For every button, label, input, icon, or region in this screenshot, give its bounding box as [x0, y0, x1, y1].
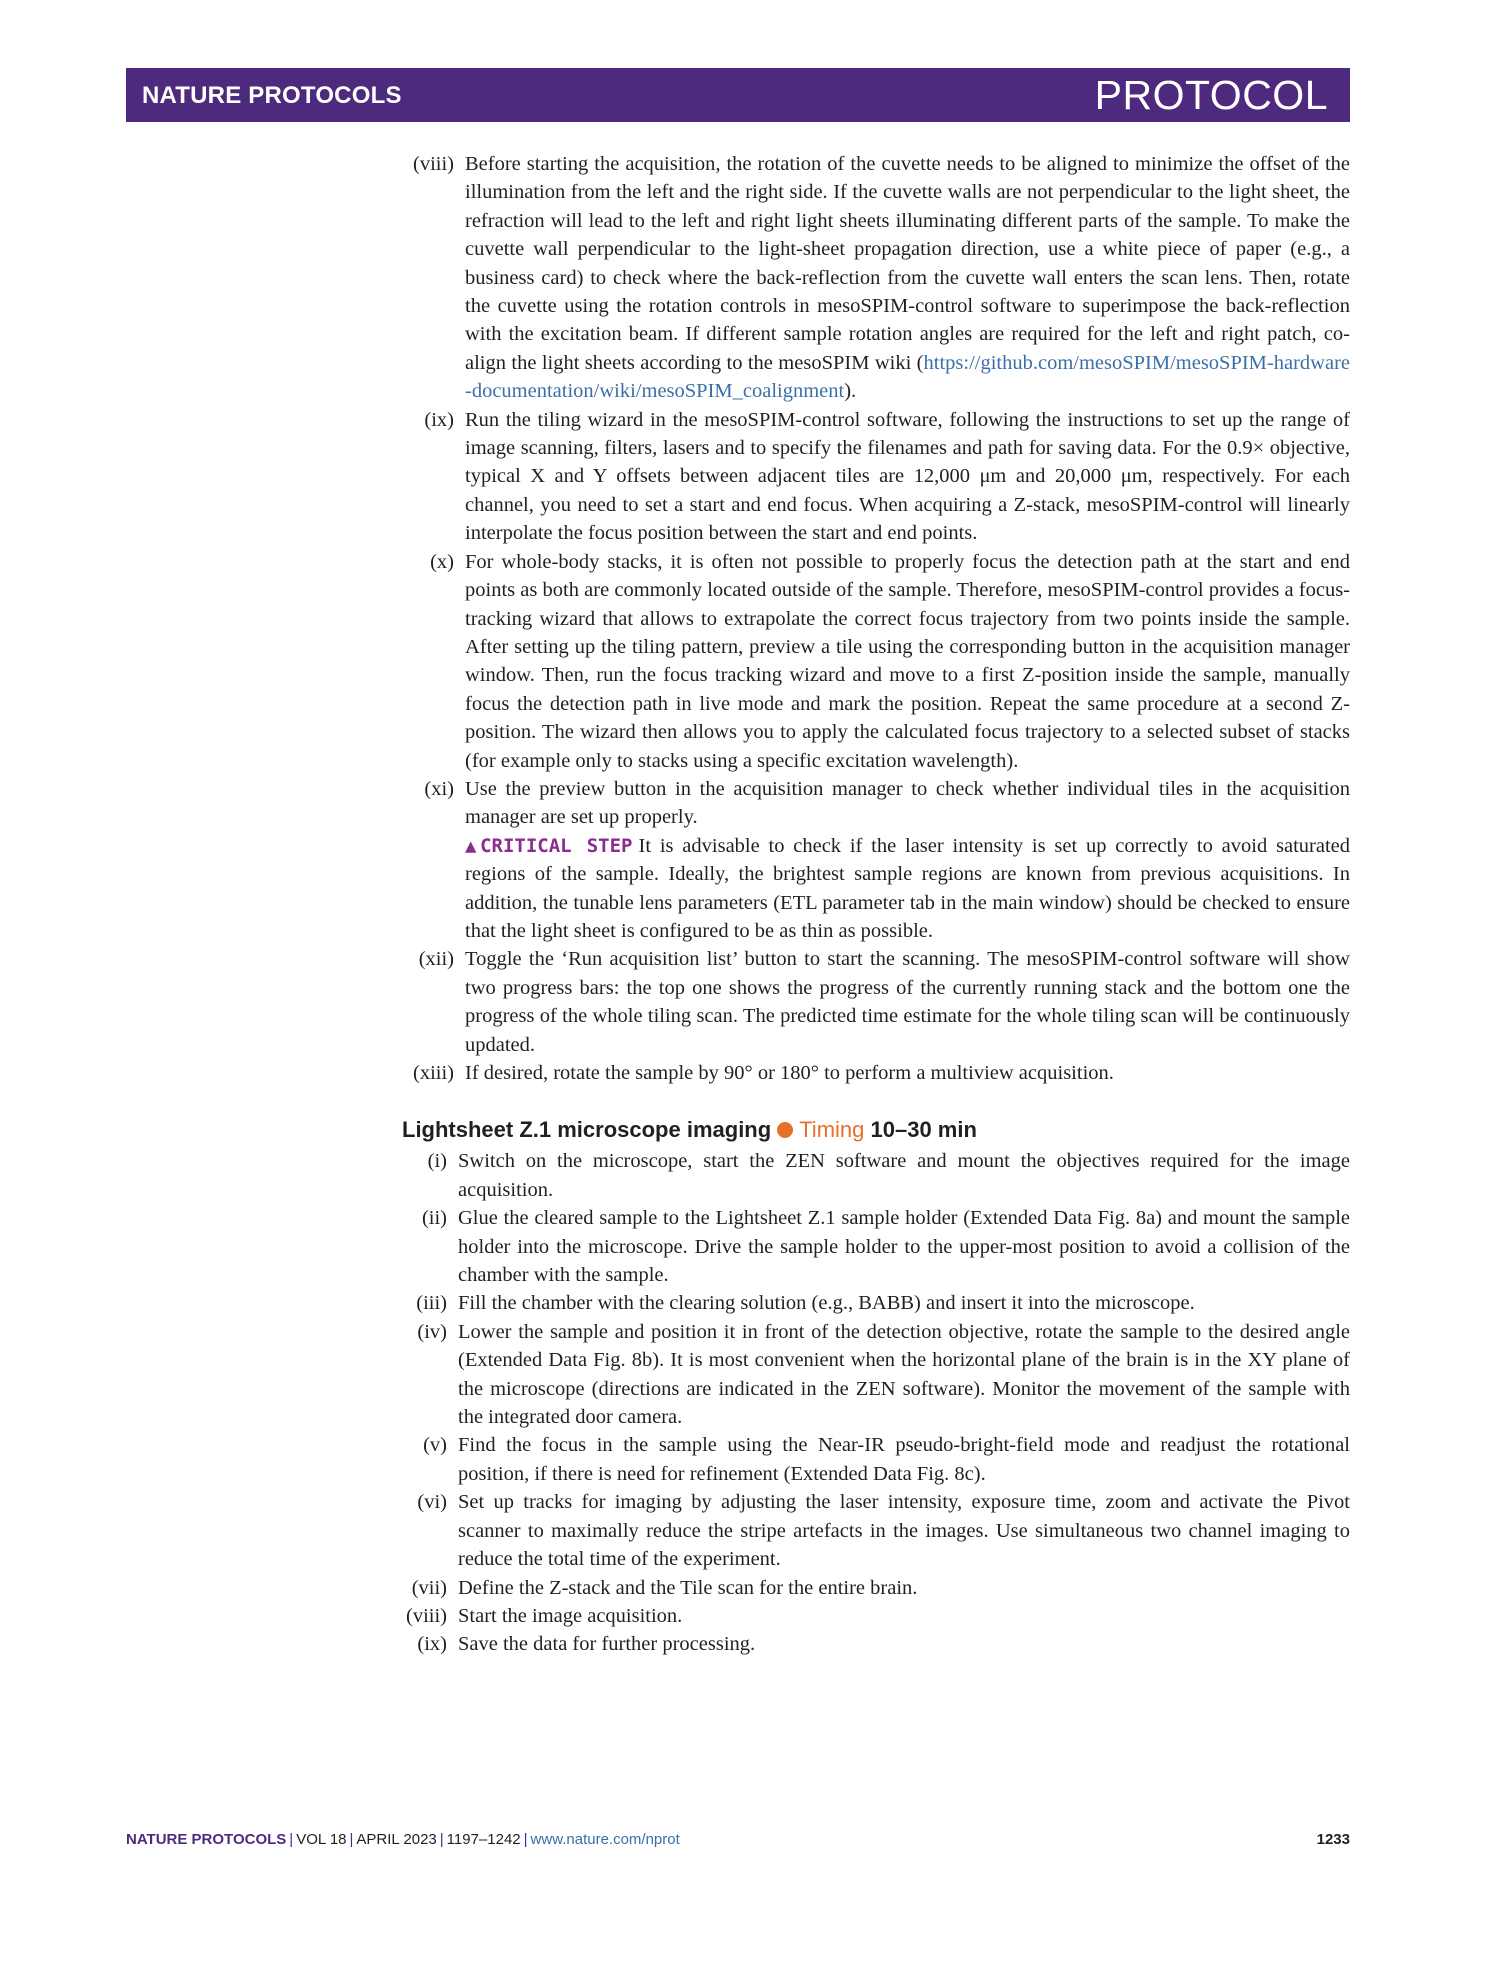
step-text: Run the tiling wizard in the mesoSPIM-control software, following the instructions to set up the range of image scanning, filters, lasers and to specify the filenames and path for saving data. For the 0.9× objective, typical X and Y offsets between adjacent tiles are 12,000 μm and 20,000 μm, respectively. For each channel, you need to set a start and end focus. When acquiring a Z-stack, mesoSPIM-control will linearly interpolate the focus position between the start and end points. — [465, 408, 1350, 545]
step-number: (viii) — [413, 153, 454, 175]
step-text: Define the Z-stack and the Tile scan for the entire brain. — [458, 1576, 918, 1599]
procedure-step — [423, 1431, 1350, 1488]
step-text: Toggle the ‘Run acquisition list’ button to start the scanning. The mesoSPIM-control software will show two progress bars: the top one shows the progress of the currently running stack and the bottom one the progress of the whole tiling scan. The predicted time estimate for the whole tiling scan will be continuously updated. — [465, 948, 1350, 1056]
procedure-step — [430, 548, 1350, 775]
step-number: (iv) — [417, 1320, 447, 1343]
footer-journal: NATURE PROTOCOLS — [126, 1831, 287, 1848]
procedure-step — [427, 1147, 1350, 1204]
step-number: (ii) — [421, 1207, 447, 1230]
critical-step-label: ▲CRITICAL STEP — [465, 834, 633, 857]
procedure-step — [411, 1574, 1350, 1602]
footer-separator: | — [349, 1831, 354, 1848]
critical-step-note: ▲CRITICAL STEP It is advisable to check if the laser intensity is set up correctly to avoid saturated regions of the sample. Ideally, the brightest sample regions are known from previous acquisitions. In addition, the tunable lens parameters (ETL parameter tab in the main window) should be checked to ensure that the light sheet is configured to be as thin as possible. — [465, 834, 1350, 942]
wiki-link[interactable]: https://github.com/mesoSPIM/mesoSPIM-hardware-documentation/wiki/mesoSPIM_coalignment — [465, 351, 1350, 403]
step-number: (xi) — [424, 777, 454, 800]
step-text: Lower the sample and position it in front of the detection objective, rotate the sample to the desired angle (Extended Data Fig. 8b). It is most convenient when the horizontal plane of the brain is in the XY plane of the microscope (directions are indicated in the ZEN software). Monitor the movement of the sample with the integrated door camera. — [458, 1320, 1350, 1429]
procedure-step — [424, 406, 1350, 548]
timing-value: 10–30 min — [870, 1117, 977, 1143]
procedure-step — [417, 1630, 1350, 1658]
step-number: (iii) — [416, 1292, 447, 1315]
footer-separator: | — [289, 1831, 294, 1848]
lightsheet-steps — [0, 1147, 1489, 1658]
step-number: (vii) — [411, 1576, 447, 1599]
footer-separator: | — [523, 1831, 528, 1848]
step-text: Use the preview button in the acquisition manager to check whether individual tiles in the acquisition manager are set up properly. — [465, 777, 1350, 829]
step-text: Find the focus in the sample using the Near-IR pseudo-bright-field mode and readjust the rotational position, if there is need for refinement (Extended Data Fig. 8c). — [458, 1434, 1350, 1485]
step-number: (xii) — [418, 948, 454, 971]
timing-dot-icon — [777, 1122, 793, 1138]
section-title: Lightsheet Z.1 microscope imaging — [402, 1117, 772, 1143]
step-text: Glue the cleared sample to the Lightsheet Z.1 sample holder (Extended Data Fig. 8a) and mount the sample holder into the microscope. Drive the sample holder to the upper-most position to avoid a collision of the chamber with the sample. — [458, 1207, 1350, 1287]
procedure-step — [413, 150, 1350, 406]
step-number: (xiii) — [413, 1062, 454, 1084]
procedure-step — [417, 1318, 1350, 1432]
step-number: (ix) — [424, 408, 454, 431]
procedure-step — [424, 775, 1350, 945]
footer-pages: 1197–1242 — [446, 1831, 521, 1848]
procedure-step — [417, 1488, 1350, 1573]
section-heading — [402, 1117, 1489, 1143]
footer-date: APRIL 2023 — [356, 1831, 437, 1848]
mesospim-steps — [0, 150, 1489, 1087]
step-text: Switch on the microscope, start the ZEN software and mount the objectives required for the image acquisition. — [458, 1150, 1350, 1201]
journal-banner — [126, 68, 1350, 122]
article-type: PROTOCOL — [1094, 72, 1328, 118]
page-number: 1233 — [1316, 1831, 1350, 1848]
procedure-step — [418, 945, 1350, 1059]
step-text: Fill the chamber with the clearing solution (e.g., BABB) and insert it into the microscope. — [458, 1292, 1195, 1315]
step-text: Start the image acquisition. — [458, 1604, 683, 1627]
step-number: (vi) — [417, 1491, 447, 1514]
procedure-step — [406, 1602, 1350, 1630]
procedure-step — [416, 1289, 1350, 1317]
step-number: (ix) — [417, 1633, 447, 1656]
footer-separator: | — [439, 1831, 444, 1848]
step-number: (viii) — [406, 1604, 447, 1627]
step-text: For whole-body stacks, it is often not possible to properly focus the detection path at the start and end points as both are commonly located outside of the sample. Therefore, mesoSPIM-control provides a focus-tracking wizard that allows to extrapolate the correct focus trajectory from two points inside the sample. After setting up the tiling pattern, preview a tile using the corresponding button in the acquisition manager window. Then, run the focus tracking wizard and move to a first Z-position inside the sample, manually focus the detection path in live mode and mark the position. Repeat the same procedure at a second Z-position. The wizard then allows you to apply the calculated focus trajectory to a selected subset of stacks (for example only to stacks using a specific excitation wavelength). — [465, 550, 1350, 772]
step-number: (i) — [427, 1150, 447, 1173]
step-text: Set up tracks for imaging by adjusting the laser intensity, exposure time, zoom and activate the Pivot scanner to maximally reduce the stripe artefacts in the images. Use simultaneous two channel imaging to reduce the total time of the experiment. — [458, 1491, 1350, 1571]
procedure-step — [421, 1204, 1350, 1289]
footer-url[interactable]: www.nature.com/nprot — [530, 1831, 680, 1848]
step-text: Before starting the acquisition, the rotation of the cuvette needs to be aligned to minimize the offset of the illumination from the left and the right side. If the cuvette walls are not perpendicular to the light sheet, the refraction will lead to the left and right light sheets illuminating different parts of the sample. To make the cuvette wall perpendicular to the light-sheet propagation direction, use a white piece of paper (e.g., a business card) to check where the back-reflection from the cuvette wall enters the scan lens. Then, rotate the cuvette using the rotation controls in mesoSPIM-control software to superimpose the back-reflection with the excitation beam. If different sample rotation angles are required for the left and right patch, co-align the light sheets according to the mesoSPIM wiki (https://github.com/mesoSPIM/mesoSPIM-hardware-documentation/wiki/mesoSPIM_coalignment). — [465, 153, 1350, 403]
footer-volume: VOL 18 — [296, 1831, 347, 1848]
timing-label: Timing — [799, 1117, 865, 1143]
step-text: Save the data for further processing. — [458, 1633, 756, 1656]
main-content — [0, 150, 1489, 1659]
step-number: (v) — [423, 1434, 447, 1457]
step-text: If desired, rotate the sample by 90° or 180° to perform a multiview acquisition. — [465, 1062, 1114, 1084]
step-number: (x) — [430, 550, 454, 573]
journal-name: NATURE PROTOCOLS — [142, 82, 402, 109]
procedure-step — [413, 1059, 1350, 1087]
page-footer — [126, 1831, 1350, 1848]
